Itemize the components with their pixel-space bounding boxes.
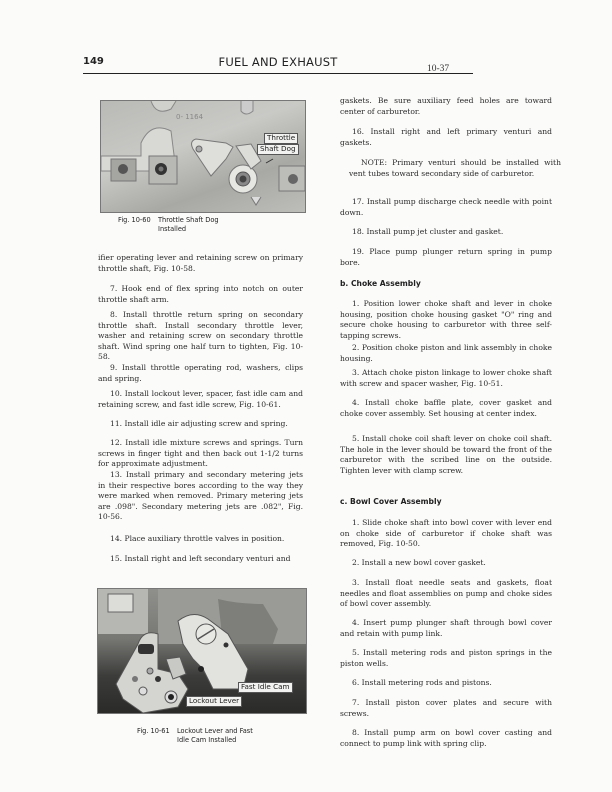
- paragraph-text: 11. Install idle air adjusting screw and spring.: [110, 419, 288, 428]
- callout-lockout-lever: Lockout Lever: [186, 696, 242, 707]
- list-item: [340, 398, 552, 419]
- figure-caption-10-61: [137, 727, 253, 745]
- paragraph: [98, 438, 303, 470]
- list-item: [340, 648, 552, 669]
- list-item-text: 5. Install choke coil shaft lever on choke coil shaft. The hole in the lever should be toward the front of the carburetor with the scribed line on the outside. Tighten lever with clamp screw.: [340, 434, 552, 475]
- section-page-number: 10-37: [427, 64, 450, 74]
- paragraph: [98, 389, 303, 410]
- list-item: [340, 698, 552, 719]
- paragraph-text: 13. Install primary and secondary metering jets in their respective bores according to the way they were marked when removed. Primary metering jets are .098". Secondary metering jets are .082", Fig. 10-56.: [98, 470, 303, 522]
- callout-shaft-dog: Shaft Dog: [257, 144, 299, 155]
- list-item-text: 1. Slide choke shaft into bowl cover with lever end on choke side of carburetor if choke shaft was removed, Fig. 10-50.: [340, 518, 552, 549]
- list-item-text: 2. Position choke piston and link assembly in choke housing.: [340, 343, 552, 363]
- list-item: [340, 578, 552, 610]
- note-text: NOTE: Primary venturi should be installed with vent tubes toward secondary side of carburetor.: [349, 158, 561, 178]
- paragraph-text: ifier operating lever and retaining screw on primary throttle shaft, Fig. 10-58.: [98, 253, 303, 273]
- section-heading-choke-assembly: b. Choke Assembly: [340, 279, 421, 288]
- list-item: [340, 343, 552, 364]
- list-item-text: 4. Install choke baffle plate, cover gasket and choke cover assembly. Set housing at center index.: [340, 398, 552, 418]
- list-item: [340, 618, 552, 639]
- paragraph-text: 19. Place pump plunger return spring in pump bore.: [340, 247, 552, 267]
- note-paragraph: [340, 158, 561, 179]
- list-item-text: 2. Install a new bowl cover gasket.: [352, 558, 486, 567]
- list-item-text: 6. Install metering rods and pistons.: [352, 678, 492, 687]
- list-item: [340, 299, 552, 341]
- paragraph: [340, 227, 552, 238]
- paragraph-text: 8. Install throttle return spring on secondary throttle shaft. Install secondary throttle lever, washer and retaining screw on secondary throttle shaft. Wind spring one half turn to tighten, Fig. 10-58.: [98, 310, 303, 362]
- callout-fast-idle-cam: Fast Idle Cam: [238, 682, 293, 693]
- paragraph: [98, 253, 303, 274]
- caption-text-line2: Idle Cam Installed: [177, 736, 237, 744]
- list-item-text: 5. Install metering rods and piston springs in the piston wells.: [340, 648, 552, 668]
- paragraph: [340, 247, 552, 268]
- figure-photo-throttle-shaft-dog: [100, 100, 306, 213]
- paragraph: [98, 363, 303, 384]
- lockout-lever-illustration: [98, 589, 306, 713]
- caption-text-line2: Installed: [158, 225, 187, 233]
- paragraph-text: 12. Install idle mixture screws and springs. Turn screws in finger tight and then back out 1-1/2 turns for approximate adjustment.: [98, 438, 303, 469]
- paragraph: [98, 534, 303, 545]
- list-item: [340, 368, 552, 389]
- paragraph: [98, 554, 303, 565]
- list-item-text: 4. Insert pump plunger shaft through bowl cover and retain with pump link.: [340, 618, 552, 638]
- list-item: [340, 434, 552, 476]
- figure-number: Fig. 10-60: [118, 216, 151, 224]
- carburetor-illustration: [101, 101, 305, 212]
- paragraph-text: 17. Install pump discharge check needle with point down.: [340, 197, 552, 217]
- figure-photo-lockout-lever: [97, 588, 307, 714]
- list-item: [340, 678, 552, 689]
- callout-throttle: Throttle: [264, 133, 298, 144]
- paragraph-text: 16. Install right and left primary venturi and gaskets.: [340, 127, 552, 147]
- page-title: FUEL AND EXHAUST: [218, 55, 338, 69]
- list-item: [340, 518, 552, 550]
- paragraph-text: 9. Install throttle operating rod, washers, clips and spring.: [98, 363, 303, 383]
- paragraph-text: 14. Place auxiliary throttle valves in position.: [110, 534, 285, 543]
- caption-text: Throttle Shaft Dog: [158, 216, 219, 224]
- paragraph: [98, 470, 303, 523]
- figure-caption-10-60: [118, 216, 219, 234]
- paragraph-text: 10. Install lockout lever, spacer, fast idle cam and retaining screw, and fast idle screw, Fig. 10-61.: [98, 389, 303, 409]
- paragraph: [340, 197, 552, 218]
- paragraph: [340, 127, 552, 148]
- list-item: [340, 558, 552, 569]
- paragraph-text: 7. Hook end of flex spring into notch on outer throttle shaft arm.: [98, 284, 303, 304]
- running-header: [83, 55, 473, 74]
- list-item-text: 3. Install float needle seats and gaskets, float needles and float assemblies on pump and choke sides of bowl cover assembly.: [340, 578, 552, 609]
- list-item-text: 3. Attach choke piston linkage to lower choke shaft with screw and spacer washer, Fig. 10-51.: [340, 368, 552, 388]
- paragraph-text: gaskets. Be sure auxiliary feed holes are toward center of carburetor.: [340, 96, 552, 116]
- list-item: [340, 728, 552, 749]
- paragraph: [340, 96, 552, 117]
- paragraph-text: 18. Install pump jet cluster and gasket.: [352, 227, 504, 236]
- paragraph-text: 15. Install right and left secondary venturi and: [110, 554, 291, 563]
- list-item-text: 7. Install piston cover plates and secure with screws.: [340, 698, 552, 718]
- section-heading-bowl-cover-assembly: c. Bowl Cover Assembly: [340, 497, 442, 506]
- figure-number: Fig. 10-61: [137, 727, 170, 735]
- paragraph: [98, 284, 303, 305]
- casting-stamp: 0- 1164: [176, 113, 204, 121]
- caption-text: Lockout Lever and Fast: [177, 727, 253, 735]
- paragraph: [98, 419, 303, 430]
- list-item-text: 8. Install pump arm on bowl cover casting and connect to pump link with spring clip.: [340, 728, 552, 748]
- paragraph: [98, 310, 303, 363]
- list-item-text: 1. Position lower choke shaft and lever in choke housing, position choke housing gasket "O" ring and secure choke housing to carburetor with three self-tapping screws.: [340, 299, 552, 340]
- page-number: 149: [83, 56, 104, 67]
